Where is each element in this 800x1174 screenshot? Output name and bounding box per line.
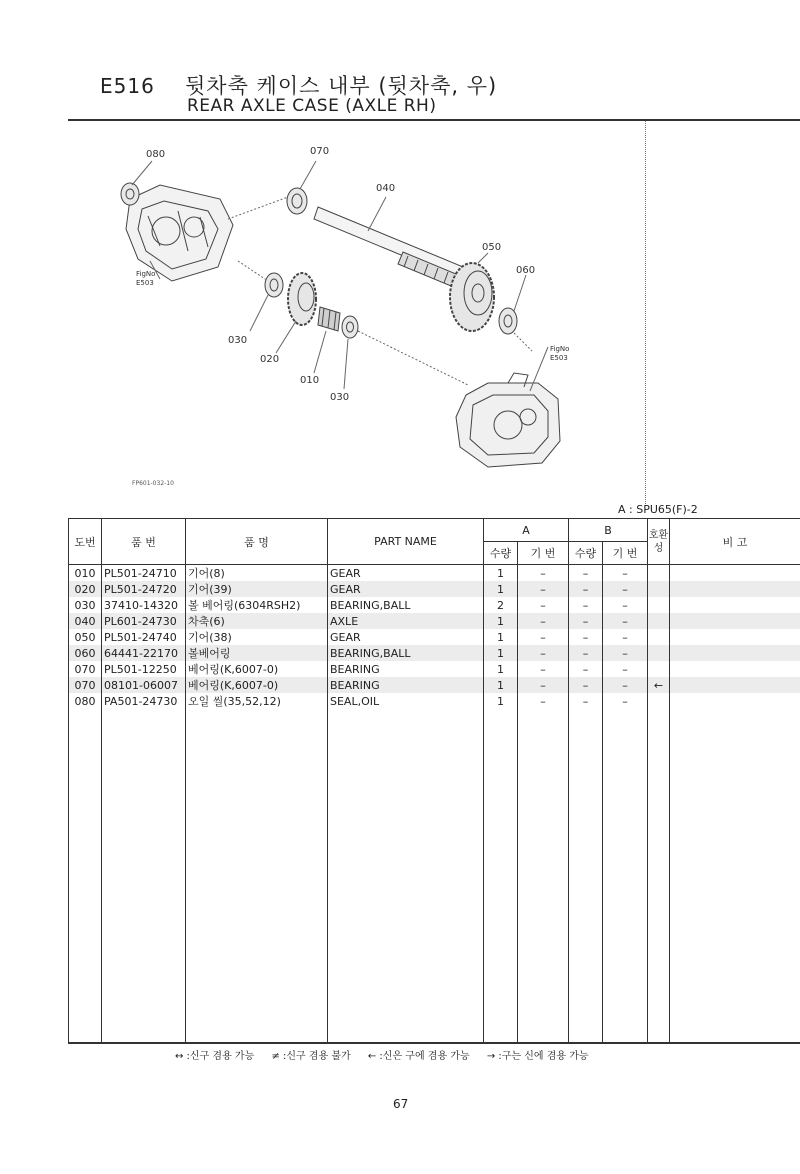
row-base-a: – xyxy=(518,613,569,629)
row-ref: 050 xyxy=(69,629,102,645)
row-part-no: 08101-06007 xyxy=(102,677,186,693)
row-qty-b: – xyxy=(569,645,603,661)
row-base-b: – xyxy=(603,629,648,645)
row-interchange xyxy=(648,613,670,629)
row-remarks xyxy=(670,565,800,582)
row-qty-b: – xyxy=(569,629,603,645)
row-base-b: – xyxy=(603,693,648,709)
row-qty-a: 2 xyxy=(484,597,518,613)
header-group-a: A xyxy=(484,519,569,542)
legend-item: → :구는 신에 겸용 가능 xyxy=(486,1051,589,1062)
row-base-a: – xyxy=(518,645,569,661)
callout-label: 020 xyxy=(260,354,280,365)
table-row xyxy=(69,613,800,629)
row-qty-b: – xyxy=(569,661,603,677)
header-ref: 도번 xyxy=(69,519,102,565)
row-part-name: GEAR xyxy=(328,581,484,597)
table-row xyxy=(69,677,800,693)
row-part-name: BEARING,BALL xyxy=(328,597,484,613)
empty-cell xyxy=(328,709,484,1043)
row-base-b: – xyxy=(603,645,648,661)
row-remarks xyxy=(670,645,800,661)
fig-ref-code: E503 xyxy=(136,279,154,287)
table-empty-area xyxy=(69,709,800,1043)
empty-cell xyxy=(670,709,800,1043)
row-qty-a: 1 xyxy=(484,677,518,693)
parts-table xyxy=(68,518,800,1044)
exploded-parts-diagram xyxy=(68,121,645,501)
fig-ref-code: E503 xyxy=(550,354,568,362)
header-qty-b: 수량 xyxy=(569,542,603,565)
row-base-b: – xyxy=(603,581,648,597)
fig-ref-label: FigNo xyxy=(136,270,156,278)
row-qty-a: 1 xyxy=(484,661,518,677)
empty-cell xyxy=(69,709,102,1043)
table-row xyxy=(69,661,800,677)
row-part-no: PL501-12250 xyxy=(102,661,186,677)
gear-050 xyxy=(450,263,494,331)
callout-label: 070 xyxy=(310,146,330,157)
row-remarks xyxy=(670,581,800,597)
fig-ref-label: FigNo xyxy=(550,345,570,353)
row-qty-b: – xyxy=(569,581,603,597)
row-base-b: – xyxy=(603,613,648,629)
gear-020 xyxy=(288,273,316,325)
row-qty-b: – xyxy=(569,565,603,582)
row-name-ko: 베어링(K,6007-0) xyxy=(186,661,328,677)
row-name-ko: 기어(38) xyxy=(186,629,328,645)
row-interchange xyxy=(648,661,670,677)
callout-label: 050 xyxy=(482,242,502,253)
bearing-060 xyxy=(499,308,517,334)
callout-label: 010 xyxy=(300,375,320,386)
diagram-divider xyxy=(645,121,646,506)
header-interchange: 호환성 xyxy=(648,519,670,565)
right-case-housing xyxy=(456,373,560,467)
row-interchange xyxy=(648,645,670,661)
row-name-ko: 오일 씰(35,52,12) xyxy=(186,693,328,709)
row-remarks xyxy=(670,629,800,645)
row-part-name: BEARING xyxy=(328,677,484,693)
row-part-no: PA501-24730 xyxy=(102,693,186,709)
callout-label: 060 xyxy=(516,265,536,276)
row-qty-b: – xyxy=(569,677,603,693)
bearing-030-right xyxy=(342,316,358,338)
row-part-name: BEARING xyxy=(328,661,484,677)
row-name-ko: 베어링(K,6007-0) xyxy=(186,677,328,693)
row-base-a: – xyxy=(518,581,569,597)
row-interchange: ← xyxy=(648,677,670,693)
row-qty-a: 1 xyxy=(484,581,518,597)
compatibility-legend xyxy=(175,1047,603,1062)
row-ref: 030 xyxy=(69,597,102,613)
header-base-a: 기 번 xyxy=(518,542,569,565)
row-part-no: 64441-22170 xyxy=(102,645,186,661)
row-name-ko: 차축(6) xyxy=(186,613,328,629)
left-case-housing xyxy=(126,185,233,281)
legend-item: ↔ :신구 겸용 가능 xyxy=(175,1051,255,1062)
row-ref: 070 xyxy=(69,661,102,677)
row-base-a: – xyxy=(518,597,569,613)
row-ref: 070 xyxy=(69,677,102,693)
empty-cell xyxy=(603,709,648,1043)
row-remarks xyxy=(670,613,800,629)
figure-code: FP601-032-10 xyxy=(132,480,174,487)
page-code: E516 xyxy=(100,74,155,98)
row-part-name: GEAR xyxy=(328,629,484,645)
table-row xyxy=(69,565,800,582)
legend-item: ≠ :신구 겸용 불가 xyxy=(271,1051,351,1062)
table-row xyxy=(69,597,800,613)
row-part-no: PL501-24720 xyxy=(102,581,186,597)
row-interchange xyxy=(648,565,670,582)
row-base-a: – xyxy=(518,661,569,677)
row-qty-a: 1 xyxy=(484,613,518,629)
axle-040 xyxy=(314,207,468,291)
row-qty-b: – xyxy=(569,693,603,709)
row-interchange xyxy=(648,597,670,613)
row-part-name: BEARING,BALL xyxy=(328,645,484,661)
table-row xyxy=(69,645,800,661)
row-qty-a: 1 xyxy=(484,693,518,709)
row-base-a: – xyxy=(518,677,569,693)
row-part-no: PL501-24710 xyxy=(102,565,186,582)
row-part-name: AXLE xyxy=(328,613,484,629)
row-remarks xyxy=(670,597,800,613)
row-interchange xyxy=(648,693,670,709)
callout-label: 080 xyxy=(146,149,166,160)
empty-cell xyxy=(186,709,328,1043)
empty-cell xyxy=(102,709,186,1043)
row-qty-a: 1 xyxy=(484,629,518,645)
row-qty-a: 1 xyxy=(484,645,518,661)
bearing-030-left xyxy=(265,273,283,297)
row-base-b: – xyxy=(603,597,648,613)
row-name-ko: 기어(39) xyxy=(186,581,328,597)
empty-cell xyxy=(569,709,603,1043)
row-base-b: – xyxy=(603,677,648,693)
empty-cell xyxy=(518,709,569,1043)
row-base-b: – xyxy=(603,661,648,677)
model-applicability-note: A : SPU65(F)-2 xyxy=(618,503,698,516)
row-part-no: 37410-14320 xyxy=(102,597,186,613)
header-part-no: 품 번 xyxy=(102,519,186,565)
table-row xyxy=(69,629,800,645)
header-part-name: PART NAME xyxy=(328,519,484,565)
row-ref: 040 xyxy=(69,613,102,629)
row-base-a: – xyxy=(518,565,569,582)
row-name-ko: 볼 베어링(6304RSH2) xyxy=(186,597,328,613)
table-row xyxy=(69,581,800,597)
row-name-ko: 기어(8) xyxy=(186,565,328,582)
row-base-a: – xyxy=(518,693,569,709)
row-qty-b: – xyxy=(569,597,603,613)
oil-seal-080 xyxy=(121,183,139,205)
empty-cell xyxy=(648,709,670,1043)
header-base-b: 기 번 xyxy=(603,542,648,565)
header-name-ko: 품 명 xyxy=(186,519,328,565)
page-title-english: REAR AXLE CASE (AXLE RH) xyxy=(187,96,437,116)
row-name-ko: 볼베어링 xyxy=(186,645,328,661)
callout-label: 030 xyxy=(228,335,248,346)
row-part-no: PL501-24740 xyxy=(102,629,186,645)
row-qty-b: – xyxy=(569,613,603,629)
row-part-no: PL601-24730 xyxy=(102,613,186,629)
row-ref: 080 xyxy=(69,693,102,709)
callout-label: 040 xyxy=(376,183,396,194)
gear-010 xyxy=(318,307,340,331)
diagram-callouts xyxy=(136,146,569,403)
row-part-name: SEAL,OIL xyxy=(328,693,484,709)
header-remarks: 비 고 xyxy=(670,519,800,565)
row-base-a: – xyxy=(518,629,569,645)
header-qty-a: 수량 xyxy=(484,542,518,565)
callout-label: 030 xyxy=(330,392,350,403)
table-row xyxy=(69,693,800,709)
row-ref: 010 xyxy=(69,565,102,582)
bearing-070 xyxy=(287,188,307,214)
row-remarks xyxy=(670,661,800,677)
row-ref: 060 xyxy=(69,645,102,661)
row-ref: 020 xyxy=(69,581,102,597)
row-interchange xyxy=(648,581,670,597)
row-remarks xyxy=(670,693,800,709)
page-number: 67 xyxy=(393,1097,409,1111)
row-qty-a: 1 xyxy=(484,565,518,582)
row-part-name: GEAR xyxy=(328,565,484,582)
header-group-b: B xyxy=(569,519,648,542)
page-title-korean: 뒷차축 케이스 내부 (뒷차축, 우) xyxy=(185,74,498,98)
legend-item: ← :신은 구에 겸용 가능 xyxy=(367,1051,470,1062)
empty-cell xyxy=(484,709,518,1043)
row-base-b: – xyxy=(603,565,648,582)
row-remarks xyxy=(670,677,800,693)
row-interchange xyxy=(648,629,670,645)
